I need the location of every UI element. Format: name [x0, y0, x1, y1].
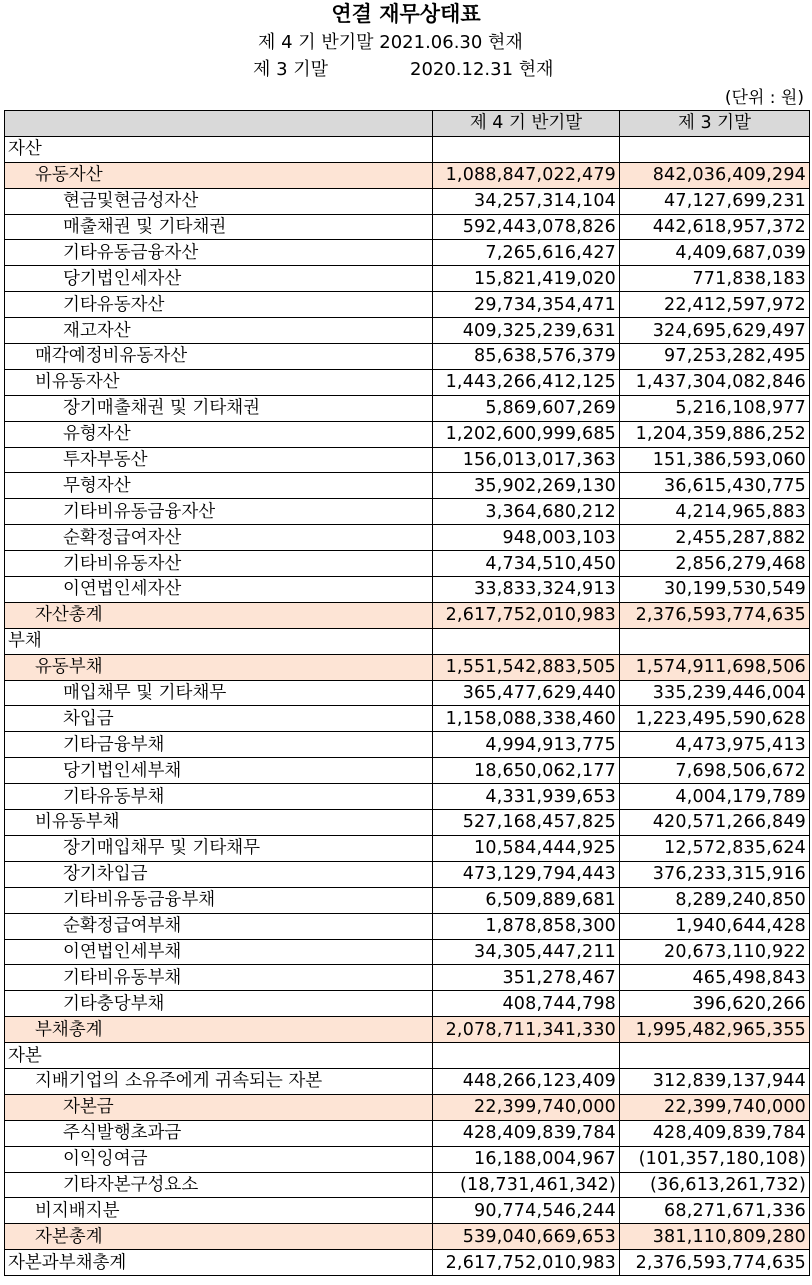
table-row — [5, 628, 810, 654]
current-period-value: 4,331,939,653 — [433, 784, 620, 810]
prior-period-value: 97,253,282,495 — [620, 344, 810, 370]
table-row — [5, 1146, 810, 1172]
current-period-value — [433, 136, 620, 162]
current-period-value: 1,202,600,999,685 — [433, 421, 620, 447]
current-period-value: 85,638,576,379 — [433, 344, 620, 370]
table-row — [5, 344, 810, 370]
table-row — [5, 240, 810, 266]
current-period-value: 33,833,324,913 — [433, 577, 620, 603]
account-label: 기타자본구성요소 — [5, 1172, 433, 1198]
table-row — [5, 991, 810, 1017]
prior-period-value: 8,289,240,850 — [620, 887, 810, 913]
account-label: 유동부채 — [5, 654, 433, 680]
prior-period-value: 4,473,975,413 — [620, 732, 810, 758]
account-label: 기타유동금융자산 — [5, 240, 433, 266]
table-row — [5, 369, 810, 395]
prior-period-value: 4,409,687,039 — [620, 240, 810, 266]
current-period-value: 6,509,889,681 — [433, 887, 620, 913]
account-label: 장기차입금 — [5, 861, 433, 887]
prior-period-value: 335,239,446,004 — [620, 680, 810, 706]
prior-period-value: 442,618,957,372 — [620, 214, 810, 240]
table-row — [5, 1017, 810, 1043]
account-label: 장기매출채권 및 기타채권 — [5, 395, 433, 421]
account-label: 유형자산 — [5, 421, 433, 447]
current-period-value: 1,158,088,338,460 — [433, 706, 620, 732]
balance-sheet-table — [4, 110, 810, 1276]
account-label: 기타유동부채 — [5, 784, 433, 810]
table-row — [5, 1120, 810, 1146]
table-row — [5, 913, 810, 939]
prior-period-value: 324,695,629,497 — [620, 318, 810, 344]
prior-period-value: 30,199,530,549 — [620, 577, 810, 603]
account-label: 순확정급여부채 — [5, 913, 433, 939]
account-label: 기타유동자산 — [5, 292, 433, 318]
table-row — [5, 525, 810, 551]
prior-period-value — [620, 136, 810, 162]
prior-period-value: (36,613,261,732) — [620, 1172, 810, 1198]
table-body — [5, 136, 810, 1275]
table-row — [5, 499, 810, 525]
account-label: 당기법인세자산 — [5, 266, 433, 292]
account-label: 부채 — [5, 628, 433, 654]
current-period-value: 428,409,839,784 — [433, 1120, 620, 1146]
table-row — [5, 732, 810, 758]
account-label: 자산총계 — [5, 602, 433, 628]
current-period-value: 527,168,457,825 — [433, 810, 620, 836]
table-row — [5, 1172, 810, 1198]
account-label: 매입채무 및 기타채무 — [5, 680, 433, 706]
account-label: 이연법인세부채 — [5, 939, 433, 965]
table-row — [5, 758, 810, 784]
table-row — [5, 421, 810, 447]
prior-period-value: 22,399,740,000 — [620, 1094, 810, 1120]
table-row — [5, 784, 810, 810]
account-label: 장기매입채무 및 기타채무 — [5, 835, 433, 861]
table-row — [5, 1250, 810, 1276]
account-label: 순확정급여자산 — [5, 525, 433, 551]
table-row — [5, 1224, 810, 1250]
account-label: 당기법인세부채 — [5, 758, 433, 784]
account-label: 자본과부채총계 — [5, 1250, 433, 1276]
table-row — [5, 136, 810, 162]
table-row — [5, 395, 810, 421]
account-label: 기타금융부채 — [5, 732, 433, 758]
current-period-value: 948,003,103 — [433, 525, 620, 551]
current-period-value: 34,257,314,104 — [433, 188, 620, 214]
prior-period-value: 4,004,179,789 — [620, 784, 810, 810]
account-label: 자본금 — [5, 1094, 433, 1120]
prior-period-value: 151,386,593,060 — [620, 447, 810, 473]
prior-period-value: 2,376,593,774,635 — [620, 1250, 810, 1276]
column-header-current: 제 4 기 반기말 — [433, 111, 620, 137]
table-row — [5, 162, 810, 188]
current-period-value: 1,878,858,300 — [433, 913, 620, 939]
account-label: 기타비유동부채 — [5, 965, 433, 991]
table-row — [5, 214, 810, 240]
current-period-value: 408,744,798 — [433, 991, 620, 1017]
account-label: 투자부동산 — [5, 447, 433, 473]
account-label: 재고자산 — [5, 318, 433, 344]
prior-period-value: 376,233,315,916 — [620, 861, 810, 887]
prior-period-value: 1,940,644,428 — [620, 913, 810, 939]
prior-period-value: 47,127,699,231 — [620, 188, 810, 214]
prior-period-value — [620, 628, 810, 654]
current-period-value: 7,265,616,427 — [433, 240, 620, 266]
account-label: 비유동부채 — [5, 810, 433, 836]
report-header — [0, 0, 812, 110]
account-label: 자본 — [5, 1043, 433, 1069]
prior-period-value: 20,673,110,922 — [620, 939, 810, 965]
prior-period-value: 842,036,409,294 — [620, 162, 810, 188]
current-period-value: 156,013,017,363 — [433, 447, 620, 473]
table-row — [5, 266, 810, 292]
account-label: 비유동자산 — [5, 369, 433, 395]
current-period-value: 1,551,542,883,505 — [433, 654, 620, 680]
table-row — [5, 602, 810, 628]
account-label: 매출채권 및 기타채권 — [5, 214, 433, 240]
column-header-account — [5, 111, 433, 137]
prior-period-value: 1,223,495,590,628 — [620, 706, 810, 732]
table-row — [5, 1198, 810, 1224]
account-label: 유동자산 — [5, 162, 433, 188]
current-period-value: 29,734,354,471 — [433, 292, 620, 318]
prior-period-value: 1,437,304,082,846 — [620, 369, 810, 395]
current-period-value: 2,617,752,010,983 — [433, 1250, 620, 1276]
current-period-value: 1,088,847,022,479 — [433, 162, 620, 188]
prior-period-value: (101,357,180,108) — [620, 1146, 810, 1172]
account-label: 주식발행초과금 — [5, 1120, 433, 1146]
prior-period-value: 1,574,911,698,506 — [620, 654, 810, 680]
table-row — [5, 1094, 810, 1120]
table-row — [5, 810, 810, 836]
prior-period-value: 312,839,137,944 — [620, 1068, 810, 1094]
prior-period-value: 68,271,671,336 — [620, 1198, 810, 1224]
current-period-value: 409,325,239,631 — [433, 318, 620, 344]
account-label: 지배기업의 소유주에게 귀속되는 자본 — [5, 1068, 433, 1094]
account-label: 자본총계 — [5, 1224, 433, 1250]
account-label: 매각예정비유동자산 — [5, 344, 433, 370]
current-period-value: 16,188,004,967 — [433, 1146, 620, 1172]
account-label: 무형자산 — [5, 473, 433, 499]
table-row — [5, 965, 810, 991]
prior-period-value: 396,620,266 — [620, 991, 810, 1017]
current-period-value: 3,364,680,212 — [433, 499, 620, 525]
current-period-value: 4,734,510,450 — [433, 551, 620, 577]
table-row — [5, 1068, 810, 1094]
current-period-value: 15,821,419,020 — [433, 266, 620, 292]
account-label: 이연법인세자산 — [5, 577, 433, 603]
current-period-value: 22,399,740,000 — [433, 1094, 620, 1120]
current-period-value: (18,731,461,342) — [433, 1172, 620, 1198]
unit-note: (단위 : 원) — [724, 88, 804, 108]
current-period-value: 35,902,269,130 — [433, 473, 620, 499]
account-label: 기타비유동금융부채 — [5, 887, 433, 913]
account-label: 기타비유동금융자산 — [5, 499, 433, 525]
current-period-value — [433, 1043, 620, 1069]
table-row — [5, 706, 810, 732]
table-row — [5, 887, 810, 913]
prior-period-value: 36,615,430,775 — [620, 473, 810, 499]
table-row — [5, 680, 810, 706]
current-period-value: 448,266,123,409 — [433, 1068, 620, 1094]
prior-period-value: 771,838,183 — [620, 266, 810, 292]
prior-period-value: 2,856,279,468 — [620, 551, 810, 577]
prior-period-value: 1,204,359,886,252 — [620, 421, 810, 447]
report-title: 연결 재무상태표 — [331, 2, 481, 26]
table-row — [5, 939, 810, 965]
current-period-value: 1,443,266,412,125 — [433, 369, 620, 395]
current-period-value: 351,278,467 — [433, 965, 620, 991]
prior-period-value: 420,571,266,849 — [620, 810, 810, 836]
table-row — [5, 551, 810, 577]
prior-period-value — [620, 1043, 810, 1069]
account-label: 차입금 — [5, 706, 433, 732]
current-period-value: 365,477,629,440 — [433, 680, 620, 706]
account-label: 자산 — [5, 136, 433, 162]
account-label: 부채총계 — [5, 1017, 433, 1043]
prior-period-value: 4,214,965,883 — [620, 499, 810, 525]
table-row — [5, 447, 810, 473]
period-prior-date: 2020.12.31 현재 — [410, 59, 554, 80]
current-period-value: 10,584,444,925 — [433, 835, 620, 861]
current-period-value: 2,617,752,010,983 — [433, 602, 620, 628]
current-period-value: 473,129,794,443 — [433, 861, 620, 887]
prior-period-value: 2,376,593,774,635 — [620, 602, 810, 628]
account-label: 이익잉여금 — [5, 1146, 433, 1172]
prior-period-value: 465,498,843 — [620, 965, 810, 991]
table-row — [5, 188, 810, 214]
current-period-value — [433, 628, 620, 654]
table-row — [5, 318, 810, 344]
table-header-row — [5, 111, 810, 137]
table-row — [5, 292, 810, 318]
current-period-value: 18,650,062,177 — [433, 758, 620, 784]
prior-period-value: 22,412,597,972 — [620, 292, 810, 318]
table-row — [5, 861, 810, 887]
account-label: 비지배지분 — [5, 1198, 433, 1224]
prior-period-value: 7,698,506,672 — [620, 758, 810, 784]
period-current: 제 4 기 반기말 2021.06.30 현재 — [258, 32, 523, 53]
column-header-prior: 제 3 기말 — [620, 111, 810, 137]
current-period-value: 34,305,447,211 — [433, 939, 620, 965]
prior-period-value: 381,110,809,280 — [620, 1224, 810, 1250]
period-prior-label: 제 3 기말 — [253, 59, 329, 80]
prior-period-value: 5,216,108,977 — [620, 395, 810, 421]
current-period-value: 5,869,607,269 — [433, 395, 620, 421]
prior-period-value: 12,572,835,624 — [620, 835, 810, 861]
prior-period-value: 428,409,839,784 — [620, 1120, 810, 1146]
account-label: 기타비유동자산 — [5, 551, 433, 577]
current-period-value: 4,994,913,775 — [433, 732, 620, 758]
table-row — [5, 654, 810, 680]
current-period-value: 90,774,546,244 — [433, 1198, 620, 1224]
current-period-value: 2,078,711,341,330 — [433, 1017, 620, 1043]
current-period-value: 592,443,078,826 — [433, 214, 620, 240]
current-period-value: 539,040,669,653 — [433, 1224, 620, 1250]
table-row — [5, 1043, 810, 1069]
account-label: 현금및현금성자산 — [5, 188, 433, 214]
table-row — [5, 577, 810, 603]
table-row — [5, 835, 810, 861]
table-row — [5, 473, 810, 499]
prior-period-value: 1,995,482,965,355 — [620, 1017, 810, 1043]
account-label: 기타충당부채 — [5, 991, 433, 1017]
prior-period-value: 2,455,287,882 — [620, 525, 810, 551]
